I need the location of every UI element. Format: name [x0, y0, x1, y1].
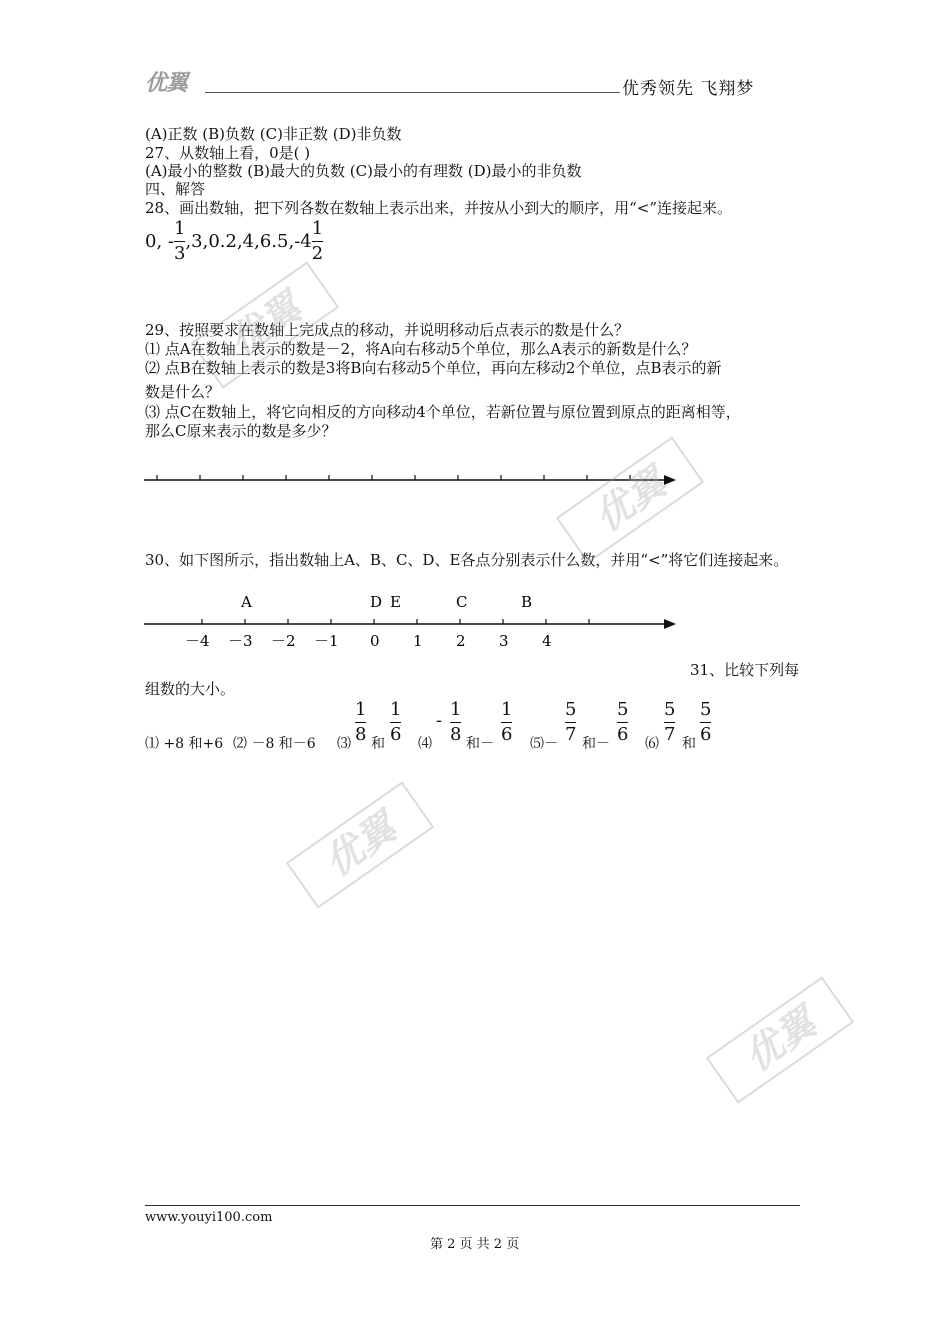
- fraction-numerator: 5: [700, 699, 712, 720]
- fraction-numerator: 1: [450, 699, 462, 720]
- q29-part3: ⑶ 点C在数轴上，将它向相反的方向移动4个单位，若新位置与原位置到原点的距离相等，: [145, 403, 741, 421]
- fraction-bar: [664, 722, 675, 723]
- q31-item-5-label: ⑸－: [530, 736, 558, 752]
- watermark-logo: [190, 250, 340, 400]
- fraction-numerator: 1: [311, 218, 324, 239]
- fraction-denominator: 7: [664, 724, 676, 745]
- watermark-text: 优翼: [585, 459, 674, 540]
- footer-rule: [145, 1205, 800, 1206]
- fraction-bar: [700, 722, 711, 723]
- fraction-denominator: 7: [565, 724, 577, 745]
- q29-part3-cont: 那么C原来表示的数是多少？: [145, 422, 337, 440]
- q30-stem: 30、如下图所示，指出数轴上A、B、C、D、E各点分别表示什么数，并用“<”将它们连接起来。: [145, 551, 789, 569]
- q31-stem-cont: 组数的大小。: [145, 680, 236, 698]
- q29-part2: ⑵ 点B在数轴上表示的数是3将B向右移动5个单位，再向左移动2个单位，点B表示的新: [145, 359, 722, 377]
- point-label-e: E: [390, 593, 401, 611]
- q28-expr-part1: 0, -: [145, 231, 174, 252]
- q29-stem: 29、按照要求在数轴上完成点的移动，并说明移动后点表示的数是什么？: [145, 321, 630, 339]
- q31-item-3-and: 和: [371, 736, 385, 752]
- q27-options: (A)最小的整数 (B)最大的负数 (C)最小的有理数 (D)最小的非负数: [145, 162, 582, 180]
- fraction-denominator: 8: [355, 724, 367, 745]
- tick-label: 4: [542, 632, 552, 650]
- watermark-logo: [285, 770, 435, 920]
- fraction-numerator: 5: [565, 699, 577, 720]
- q31-item-4-and: 和－: [466, 736, 494, 752]
- q31-item-4-label: ⑷: [418, 736, 432, 752]
- tick-label: －3: [228, 632, 253, 650]
- fraction-bar: [450, 722, 461, 723]
- q31-item-5-and: 和－: [582, 736, 610, 752]
- q30-number-line: [140, 590, 685, 650]
- q31-item-6-frac-b: [700, 699, 711, 746]
- tick-label: －4: [185, 632, 210, 650]
- fraction-numerator: 1: [390, 699, 402, 720]
- fraction-denominator: 6: [390, 724, 402, 745]
- fraction-bar: [617, 722, 628, 723]
- q31-item-6-and: 和: [682, 736, 696, 752]
- q31-item-5-frac-b: [617, 699, 628, 746]
- header-slogan: 优秀领先 飞翔梦: [622, 79, 755, 99]
- fraction-denominator: 8: [450, 724, 462, 745]
- tick-label: －2: [271, 632, 296, 650]
- tick-label: 3: [499, 632, 509, 650]
- watermark-text: 优翼: [735, 999, 824, 1080]
- fraction-denominator: 2: [311, 243, 324, 264]
- fraction-denominator: 6: [700, 724, 712, 745]
- q28-stem: 28、画出数轴，把下列各数在数轴上表示出来，并按从小到大的顺序，用“<”连接起来。: [145, 199, 732, 217]
- q31-stem: 31、比较下列每: [690, 661, 800, 679]
- q31-item-3-frac-b: [390, 699, 401, 746]
- q28-expr-part2: ,3,0.2,4,6.5,-4: [185, 231, 312, 252]
- q31-item-1: ⑴ +8 和+6: [145, 736, 224, 752]
- q29-part1: ⑴ 点A在数轴上表示的数是－2，将A向右移动5个单位，那么A表示的新数是什么？: [145, 340, 697, 358]
- watermark-logo: [555, 425, 705, 575]
- fraction-bar: [501, 722, 512, 723]
- q31-item-6-frac-a: [664, 699, 675, 746]
- tick-label: 2: [456, 632, 466, 650]
- watermark-logo: [705, 965, 824, 1115]
- fraction-bar: [390, 722, 401, 723]
- fraction-numerator: 1: [501, 699, 513, 720]
- tick-label: －1: [314, 632, 339, 650]
- fraction-denominator: 6: [501, 724, 513, 745]
- tick-label: 0: [370, 632, 380, 650]
- footer-page-number: 第 2 页 共 2 页: [430, 1237, 520, 1252]
- fraction-numerator: 1: [355, 699, 367, 720]
- q31-item-3-label: ⑶: [337, 736, 351, 752]
- fraction-denominator: 3: [173, 243, 186, 264]
- fraction-bar: [174, 241, 185, 242]
- header-rule: [205, 92, 620, 93]
- q31-item-2: ⑵ －8 和－6: [233, 736, 316, 752]
- fraction-numerator: 5: [664, 699, 676, 720]
- q31-item-3-frac-a: [355, 699, 366, 746]
- fraction-bar: [355, 722, 366, 723]
- q29-part2-cont: 数是什么？: [145, 383, 221, 401]
- q31-item-6-label: ⑹: [645, 736, 659, 752]
- point-label-d: D: [370, 593, 383, 611]
- point-label-a: A: [241, 593, 252, 611]
- q31-item-4-frac-a: [450, 699, 461, 746]
- fraction-denominator: 6: [617, 724, 629, 745]
- footer-url: www.youyi100.com: [145, 1210, 273, 1225]
- section-heading: 四、解答: [145, 180, 206, 198]
- point-label-b: B: [521, 593, 533, 611]
- fraction-numerator: 5: [617, 699, 629, 720]
- point-label-c: C: [456, 593, 468, 611]
- q27-stem: 27、从数轴上看，0是( ): [145, 144, 311, 162]
- q31-item-4-minus: -: [436, 710, 443, 731]
- q31-item-5-frac-a: [565, 699, 576, 746]
- q31-item-4-frac-b: [501, 699, 512, 746]
- tick-label: 1: [413, 632, 423, 650]
- fraction-bar: [565, 722, 576, 723]
- q26-options: (A)正数 (B)负数 (C)非正数 (D)非负数: [145, 125, 402, 143]
- brand-logo: 优翼: [145, 71, 188, 96]
- fraction-numerator: 1: [173, 218, 186, 239]
- fraction-bar: [312, 241, 323, 242]
- watermark-text: 优翼: [220, 284, 309, 365]
- q28-fraction-1: [174, 218, 185, 265]
- watermark-text: 优翼: [315, 804, 404, 885]
